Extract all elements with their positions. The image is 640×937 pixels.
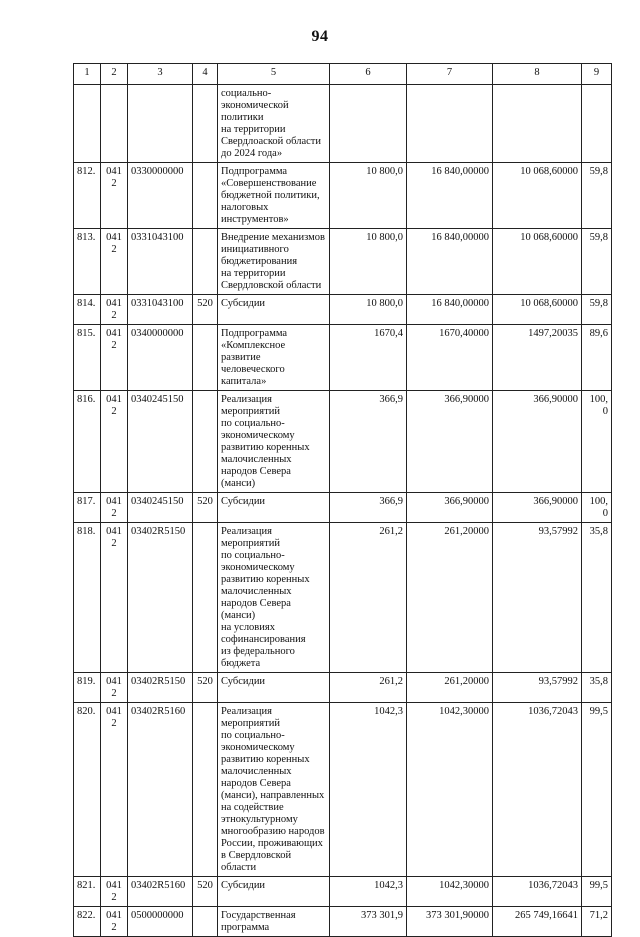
plan-amount — [330, 85, 407, 163]
executed-amount: 1497,20035 — [493, 325, 582, 391]
executed-amount: 10 068,60000 — [493, 229, 582, 295]
executed-amount: 93,57992 — [493, 673, 582, 703]
expense-type-code: 520 — [193, 673, 218, 703]
header-col-4: 4 — [193, 64, 218, 85]
header-col-9: 9 — [582, 64, 612, 85]
execution-percent: 35,8 — [582, 523, 612, 673]
item-name: Субсидии — [218, 877, 330, 907]
table-row — [74, 673, 612, 703]
section-code: 0412 — [101, 163, 128, 229]
item-name: Реализация мероприятий по социально- экономическому развитию коренных малочисленных народов Севера (манси) — [218, 391, 330, 493]
expense-type-code — [193, 85, 218, 163]
target-article-code: 0500000000 — [128, 907, 193, 937]
executed-amount: 10 068,60000 — [493, 163, 582, 229]
refined-amount: 366,90000 — [407, 391, 493, 493]
header-col-6: 6 — [330, 64, 407, 85]
section-code: 0412 — [101, 391, 128, 493]
execution-percent: 59,8 — [582, 163, 612, 229]
refined-amount: 1042,30000 — [407, 703, 493, 877]
table-row — [74, 163, 612, 229]
expense-type-code: 520 — [193, 295, 218, 325]
refined-amount: 16 840,00000 — [407, 295, 493, 325]
executed-amount: 366,90000 — [493, 391, 582, 493]
executed-amount: 10 068,60000 — [493, 295, 582, 325]
target-article-code: 03402R5160 — [128, 877, 193, 907]
section-code: 0412 — [101, 907, 128, 937]
item-name: Реализация мероприятий по социально- экономическому развитию коренных малочисленных народов Севера (манси), направленных на содействие этнокультурному многообразию народов России, проживающих в Свердловской области — [218, 703, 330, 877]
target-article-code: 0340000000 — [128, 325, 193, 391]
section-code: 0412 — [101, 673, 128, 703]
row-number: 816. — [74, 391, 101, 493]
section-code: 0412 — [101, 295, 128, 325]
plan-amount: 366,9 — [330, 493, 407, 523]
plan-amount: 10 800,0 — [330, 163, 407, 229]
header-col-3: 3 — [128, 64, 193, 85]
table-row — [74, 877, 612, 907]
budget-table — [73, 63, 612, 937]
plan-amount: 373 301,9 — [330, 907, 407, 937]
row-number: 814. — [74, 295, 101, 325]
execution-percent: 59,8 — [582, 295, 612, 325]
row-number — [74, 85, 101, 163]
executed-amount: 1036,72043 — [493, 703, 582, 877]
expense-type-code — [193, 325, 218, 391]
item-name: Внедрение механизмов инициативного бюджетирования на территории Свердловской области — [218, 229, 330, 295]
executed-amount: 1036,72043 — [493, 877, 582, 907]
table-row — [74, 229, 612, 295]
table-row — [74, 391, 612, 493]
section-code: 0412 — [101, 523, 128, 673]
header-col-1: 1 — [74, 64, 101, 85]
table-row — [74, 85, 612, 163]
refined-amount — [407, 85, 493, 163]
table-row — [74, 325, 612, 391]
expense-type-code — [193, 907, 218, 937]
target-article-code: 0340245150 — [128, 391, 193, 493]
refined-amount: 366,90000 — [407, 493, 493, 523]
target-article-code: 03402R5150 — [128, 673, 193, 703]
executed-amount: 265 749,16641 — [493, 907, 582, 937]
table-header-row — [74, 64, 612, 85]
page-number: 94 — [311, 28, 329, 45]
header-col-7: 7 — [407, 64, 493, 85]
execution-percent: 89,6 — [582, 325, 612, 391]
refined-amount: 373 301,90000 — [407, 907, 493, 937]
expense-type-code — [193, 523, 218, 673]
header-col-8: 8 — [493, 64, 582, 85]
target-article-code: 0330000000 — [128, 163, 193, 229]
executed-amount: 93,57992 — [493, 523, 582, 673]
expense-type-code — [193, 703, 218, 877]
table-row — [74, 523, 612, 673]
plan-amount: 1042,3 — [330, 703, 407, 877]
item-name: Субсидии — [218, 673, 330, 703]
target-article-code: 0340245150 — [128, 493, 193, 523]
row-number: 820. — [74, 703, 101, 877]
plan-amount: 366,9 — [330, 391, 407, 493]
section-code: 0412 — [101, 877, 128, 907]
execution-percent: 99,5 — [582, 877, 612, 907]
section-code: 0412 — [101, 703, 128, 877]
refined-amount: 1670,40000 — [407, 325, 493, 391]
refined-amount: 1042,30000 — [407, 877, 493, 907]
row-number: 812. — [74, 163, 101, 229]
execution-percent: 100,0 — [582, 391, 612, 493]
expense-type-code — [193, 391, 218, 493]
refined-amount: 16 840,00000 — [407, 163, 493, 229]
execution-percent: 59,8 — [582, 229, 612, 295]
table-row — [74, 703, 612, 877]
refined-amount: 16 840,00000 — [407, 229, 493, 295]
section-code — [101, 85, 128, 163]
execution-percent: 71,2 — [582, 907, 612, 937]
section-code: 0412 — [101, 325, 128, 391]
execution-percent: 99,5 — [582, 703, 612, 877]
execution-percent: 100,0 — [582, 493, 612, 523]
refined-amount: 261,20000 — [407, 523, 493, 673]
section-code: 0412 — [101, 493, 128, 523]
header-col-5: 5 — [218, 64, 330, 85]
item-name: Субсидии — [218, 493, 330, 523]
item-name: Субсидии — [218, 295, 330, 325]
refined-amount: 261,20000 — [407, 673, 493, 703]
target-article-code: 0331043100 — [128, 295, 193, 325]
expense-type-code — [193, 163, 218, 229]
item-name: Государственная программа — [218, 907, 330, 937]
plan-amount: 10 800,0 — [330, 295, 407, 325]
header-col-2: 2 — [101, 64, 128, 85]
expense-type-code: 520 — [193, 493, 218, 523]
target-article-code: 0331043100 — [128, 229, 193, 295]
target-article-code: 03402R5150 — [128, 523, 193, 673]
row-number: 813. — [74, 229, 101, 295]
row-number: 818. — [74, 523, 101, 673]
executed-amount — [493, 85, 582, 163]
item-name: Реализация мероприятий по социально- экономическому развитию коренных малочисленных народов Севера (манси) на условиях софинансирования из федерального бюджета — [218, 523, 330, 673]
plan-amount: 10 800,0 — [330, 229, 407, 295]
execution-percent — [582, 85, 612, 163]
plan-amount: 1670,4 — [330, 325, 407, 391]
table-row — [74, 295, 612, 325]
plan-amount: 1042,3 — [330, 877, 407, 907]
row-number: 822. — [74, 907, 101, 937]
item-name: социально- экономической политики на территории Свердлоаской области до 2024 года» — [218, 85, 330, 163]
executed-amount: 366,90000 — [493, 493, 582, 523]
item-name: Подпрограмма «Совершенствование бюджетной политики, налоговых инструментов» — [218, 163, 330, 229]
expense-type-code — [193, 229, 218, 295]
target-article-code — [128, 85, 193, 163]
section-code: 0412 — [101, 229, 128, 295]
execution-percent: 35,8 — [582, 673, 612, 703]
row-number: 819. — [74, 673, 101, 703]
target-article-code: 03402R5160 — [128, 703, 193, 877]
row-number: 821. — [74, 877, 101, 907]
row-number: 815. — [74, 325, 101, 391]
item-name: Подпрограмма «Комплексное развитие человеческого капитала» — [218, 325, 330, 391]
expense-type-code: 520 — [193, 877, 218, 907]
plan-amount: 261,2 — [330, 523, 407, 673]
row-number: 817. — [74, 493, 101, 523]
plan-amount: 261,2 — [330, 673, 407, 703]
table-row — [74, 907, 612, 937]
table-row — [74, 493, 612, 523]
